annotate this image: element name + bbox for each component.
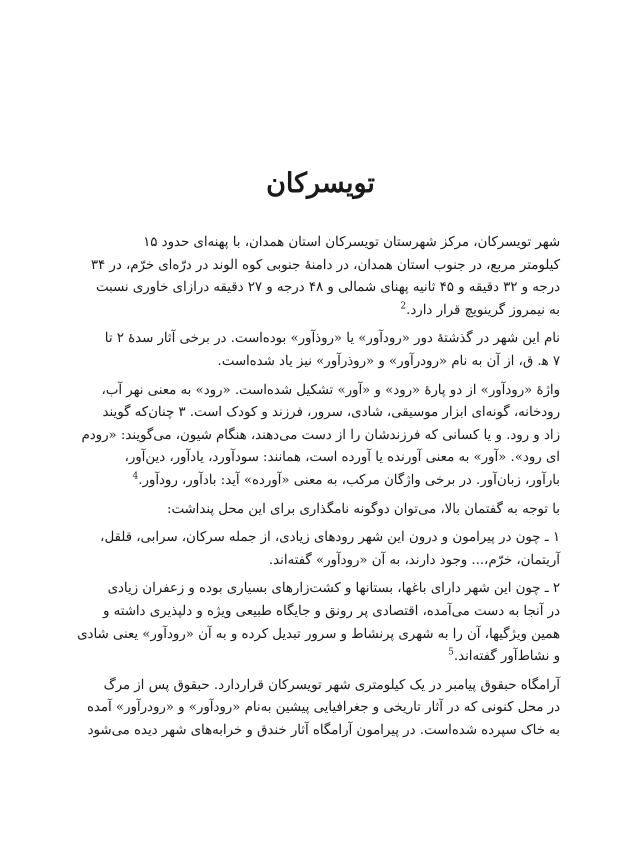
text-line: در آنجا به دست می‌آمده، اقتصادی پر رونق و جایگاه طبیعی ویژه و دلپذیری داشته و (102, 603, 560, 619)
text-line: درجه و ۳۲ دقیقه و ۴۵ ثانیه پهنای شمالی و ۴۸ درجه و ۲۷ دقیقه درازای خاوری نسبت (95, 280, 560, 296)
text-line: ۷ ه‍. ق، از آن به نام «رودرآور» و «روذرآور» نیز یاد شده‌است. (217, 353, 560, 369)
text-line: زاد و رود. و یا کسانی که فرزندشان را از دست می‌دهند، هنگام شیون، می‌گویند: «رودم (81, 427, 560, 443)
text-line: آریتمان، خرّم،... وجود دارند، به آن «رودآور» گفته‌اند. (268, 552, 560, 568)
text-line: ۲ ـ چون این شهر دارای باغها، بستانها و کشت‌زارهای بسیاری بوده و زعفران زیادی (107, 581, 560, 597)
text-line: در محل کنونی که در آثار تاریخی و جغرافیایی پیشین به‌نام «رودآور» و «رودرآور» آمده (86, 700, 560, 716)
text-line: شهر تویسرکان، مرکز شهرستان تویسرکان استان همدان، با پهنه‌ای حدود ۱۵ (143, 235, 560, 250)
text-line: واژهٔ «رودآور» از دو پارهٔ «رود» و «آور» تشکیل شده‌است. «رود» به معنی نهر آب، (101, 382, 560, 398)
text-line: ۱ ـ چون در پیرامون و درون این شهر رودهای زیادی، از جمله سرکان، سرابی، قلقل، (100, 530, 560, 546)
text-line: به نیمروز گرینویچ قرار دارد.$^2$ (400, 301, 560, 318)
text-line: نام این شهر در گذشتهٔ دور «رودآور» یا «روذآور» بوده‌است. در برخی آثار سدهٔ ۲ تا (104, 331, 560, 347)
footnote-marker[interactable]: 4 (132, 471, 139, 482)
paragraph (70, 675, 560, 743)
chapter-title: تویسرکان (266, 168, 375, 199)
text-line: آرامگاه حبقوق پیامبر در یک کیلومتری شهر تویسرکان قراردارد. حبقوق پس از مرگ (103, 677, 560, 693)
body-text (70, 232, 560, 748)
text-line: ای رود». «آور» به معنی آورنده یا آورده است، همانند: سودآورد، یادآور، دین‌آور، (124, 450, 560, 466)
text-line: بارآور، زبان‌آور. در برخی واژگان مرکب، به معنی «آورده» آید: بادآور، رودآور.$^4$ (132, 471, 560, 488)
paragraph (70, 578, 560, 668)
text-line: رودخانه، گونه‌ای ابزار موسیقی، شادی، سرور، فرزند و کودک است. ۳ چنان‌که گویند (102, 405, 560, 421)
text-line: همین ویژگیها، آن را به شهری پرنشاط و سرور تبدیل کرده و به آن «رودآور» یعنی شادی (77, 626, 560, 642)
text-line: به خاک سپرده شده‌است. در پیرامون آرامگاه آثار خندق و خرابه‌های شهر دیده می‌شود (87, 722, 560, 738)
text-line: با توجه به گفتمان بالا، می‌توان دوگونه نامگذاری برای این محل پنداشت: (166, 501, 560, 517)
footnote-marker[interactable]: 5 (448, 647, 454, 658)
paragraph (70, 527, 560, 572)
text-line: کیلومتر مربع، در جنوب استان همدان، در دامنهٔ جنوبی کوه الوند در درّه‌ای خرّم، در ۳۴ (90, 257, 560, 273)
paragraph (70, 232, 560, 322)
text-line: و نشاط‌آور گفته‌اند.$^5$ (448, 647, 560, 665)
paragraph (70, 499, 560, 522)
footnote-marker[interactable]: 2 (400, 301, 407, 312)
paragraph (70, 328, 560, 373)
paragraph (70, 380, 560, 493)
